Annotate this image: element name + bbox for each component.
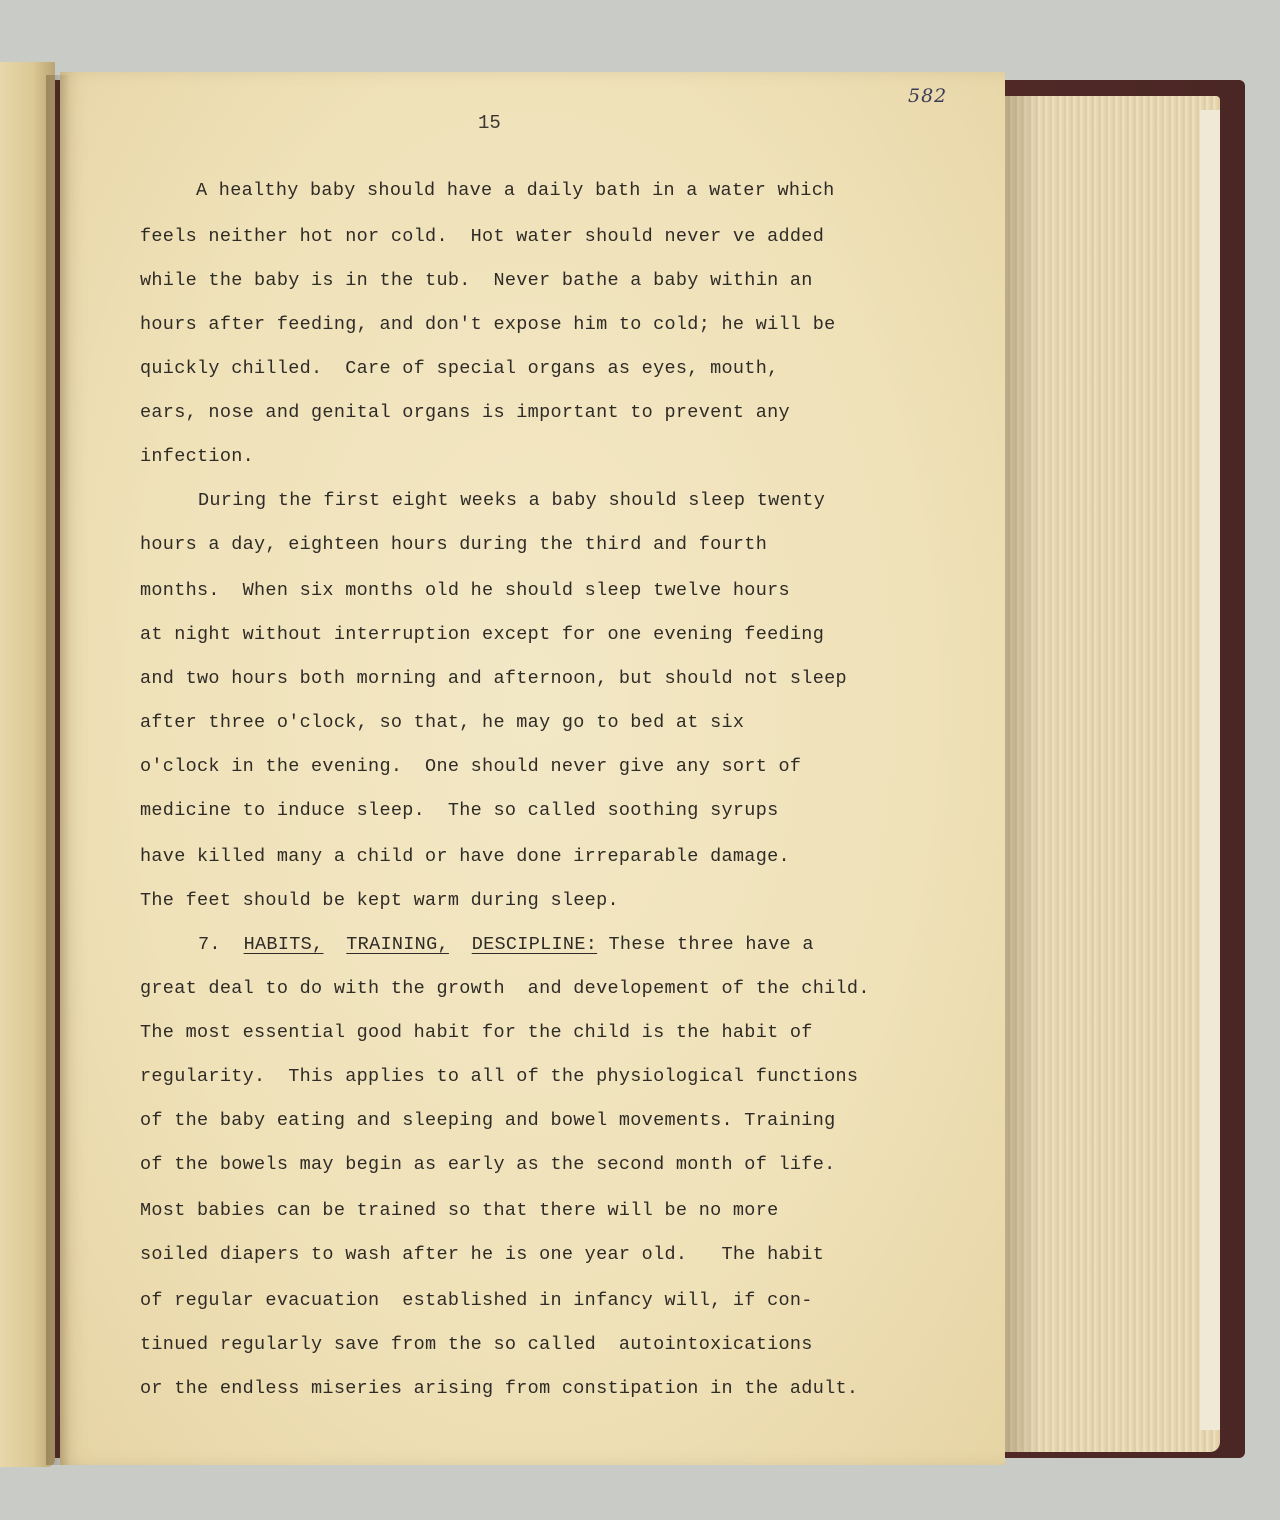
text-line: while the baby is in the tub. Never bathe a baby within an xyxy=(140,270,813,291)
text-line: ears, nose and genital organs is important to prevent any xyxy=(140,402,790,423)
text-line: of the baby eating and sleeping and bowel movements. Training xyxy=(140,1110,836,1131)
section-heading-line xyxy=(198,934,814,955)
text-line: of the bowels may begin as early as the second month of life. xyxy=(140,1154,836,1175)
text-line: after three o'clock, so that, he may go to bed at six xyxy=(140,712,745,733)
text-line: A healthy baby should have a daily bath in a water which xyxy=(196,180,835,201)
page-number: 15 xyxy=(478,112,501,134)
text-line: have killed many a child or have done irreparable damage. xyxy=(140,846,790,867)
heading-habits: HABITS, xyxy=(243,934,324,955)
text-line: hours a day, eighteen hours during the third and fourth xyxy=(140,534,768,555)
end-leaf xyxy=(1200,110,1220,1430)
text-line: of regular evacuation established in infancy will, if con- xyxy=(140,1290,813,1311)
text-line: The feet should be kept warm during sleep. xyxy=(140,890,619,911)
text-line: During the first eight weeks a baby should sleep twenty xyxy=(198,490,826,511)
text-line: infection. xyxy=(140,446,255,467)
text-line: feels neither hot nor cold. Hot water should never ve added xyxy=(140,226,825,247)
heading-descipline: DESCIPLINE: xyxy=(471,934,598,955)
text-line: months. When six months old he should sleep twelve hours xyxy=(140,580,790,601)
text-line: regularity. This applies to all of the physiological functions xyxy=(140,1066,859,1087)
text-line: and two hours both morning and afternoon, but should not sleep xyxy=(140,668,847,689)
text-line: hours after feeding, and don't expose him to cold; he will be xyxy=(140,314,836,335)
text-line: tinued regularly save from the so called autointoxications xyxy=(140,1334,813,1355)
text-line: The most essential good habit for the child is the habit of xyxy=(140,1022,813,1043)
text-line: soiled diapers to wash after he is one year old. The habit xyxy=(140,1244,825,1265)
heading-training: TRAINING, xyxy=(346,934,449,955)
text-line: or the endless miseries arising from constipation in the adult. xyxy=(140,1378,859,1399)
heading-rest: These three have a xyxy=(608,934,814,955)
gutter-shadow xyxy=(46,75,70,1465)
section-number: 7. xyxy=(198,934,221,955)
page-block-shadow xyxy=(1000,96,1040,1452)
handwritten-folio-number: 582 xyxy=(908,85,948,107)
text-line: great deal to do with the growth and developement of the child. xyxy=(140,978,870,999)
text-line: quickly chilled. Care of special organs as eyes, mouth, xyxy=(140,358,779,379)
text-line: at night without interruption except for one evening feeding xyxy=(140,624,825,645)
text-line: Most babies can be trained so that there will be no more xyxy=(140,1200,779,1221)
text-line: medicine to induce sleep. The so called soothing syrups xyxy=(140,800,779,821)
text-line: o'clock in the evening. One should never give any sort of xyxy=(140,756,802,777)
